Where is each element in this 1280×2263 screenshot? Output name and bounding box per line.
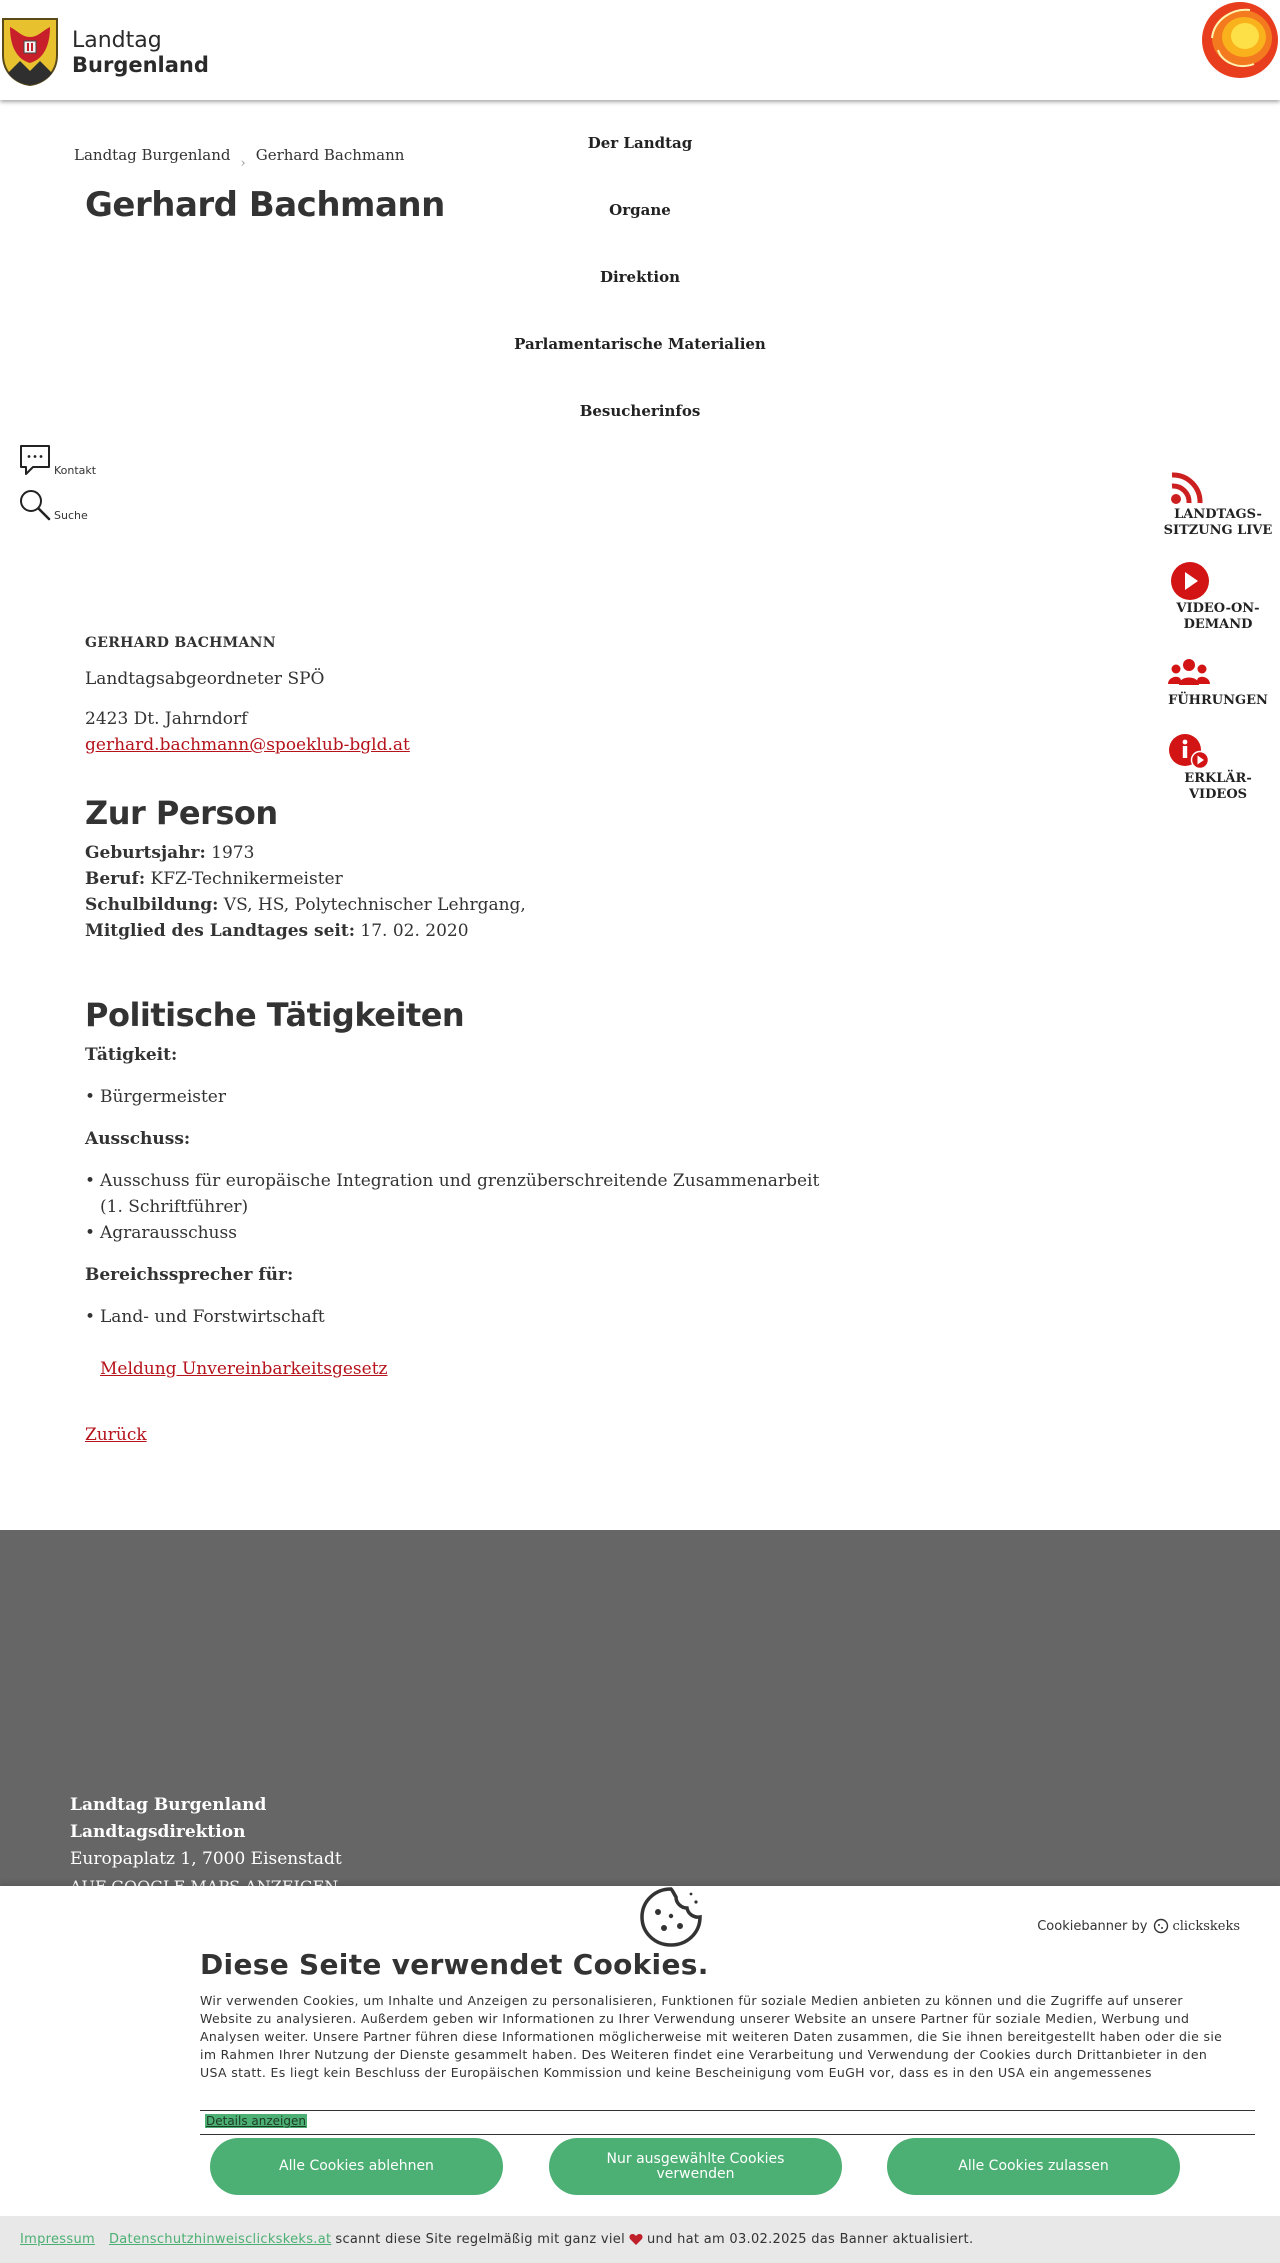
clickskeks-site-link[interactable]: clickskeks.at <box>245 2232 332 2247</box>
detail-value: 1973 <box>211 843 255 863</box>
impressum-link[interactable]: Impressum <box>20 2232 95 2247</box>
sprecher-label: Bereichssprecher für: <box>85 1265 294 1285</box>
heart-icon <box>629 2233 643 2246</box>
person-name-caps: GERHARD BACHMANN <box>85 635 276 651</box>
detail-label: Geburtsjahr: <box>85 843 206 863</box>
person-role: Landtagsabgeordneter SPÖ <box>85 669 325 689</box>
quicklink-guided-tours[interactable] <box>1168 657 1280 709</box>
cookie-footer-text-1: scannt diese Site regelmäßig mit ganz viel <box>335 2232 626 2247</box>
cookie-icon <box>638 1886 704 1948</box>
detail-label: Schulbildung: <box>85 895 219 915</box>
person-detail-row <box>85 892 885 918</box>
site-logo-text[interactable] <box>72 28 209 77</box>
search-label: Suche <box>54 509 88 522</box>
list-item: • Ausschuss für europäische Integration und grenzüberschreitende Zusammenarbeit (1. Schriftführer) <box>85 1168 845 1220</box>
details-anzeigen-link[interactable]: Details anzeigen <box>206 2114 306 2128</box>
cookie-banner <box>0 1886 1280 2216</box>
info-video-icon <box>1168 733 1210 771</box>
cookie-footer-text-2: und hat am 03.02.2025 das Banner aktualisiert. <box>647 2232 974 2247</box>
page-title: Gerhard Bachmann <box>85 185 445 225</box>
rss-icon <box>1168 467 1210 507</box>
breadcrumb <box>74 146 405 171</box>
quicklink-tours-label: FÜHRUNGEN <box>1168 693 1268 708</box>
breadcrumb-current[interactable]: Gerhard Bachmann <box>255 146 405 164</box>
burgenland-sun-logo-icon[interactable] <box>1198 0 1280 82</box>
nav-item-besucherinfos[interactable]: Besucherinfos <box>579 402 701 420</box>
detail-value: 17. 02. 2020 <box>360 921 469 941</box>
quicklink-live-session-line1: LANDTAGS- <box>1174 507 1262 522</box>
person-detail-row <box>85 918 885 944</box>
clickskeks-brand-label: clickskeks <box>1172 1918 1240 1934</box>
site-header <box>0 0 1280 100</box>
chat-bubble-icon <box>18 443 52 477</box>
taetigkeit-list <box>85 1084 885 1110</box>
back-link[interactable]: Zurück <box>85 1425 147 1445</box>
list-item: • Agrarausschuss <box>85 1220 845 1246</box>
person-email-link[interactable]: gerhard.bachmann@spoeklub-bgld.at <box>85 735 410 755</box>
main-content <box>85 630 885 1448</box>
cookie-details-row <box>200 2110 1255 2135</box>
zur-person-heading: Zur Person <box>85 794 278 832</box>
person-detail-row <box>85 840 885 866</box>
reject-all-cookies-button[interactable]: Alle Cookies ablehnen <box>210 2138 503 2195</box>
breadcrumb-chevron-icon: › <box>240 155 246 171</box>
detail-label: Beruf: <box>85 869 146 889</box>
quicklink-explainer-line1: ERKLÄR- <box>1184 771 1252 786</box>
detail-value: KFZ-Technikermeister <box>150 869 343 889</box>
accept-all-cookies-button[interactable]: Alle Cookies zulassen <box>887 2138 1180 2195</box>
footer-org: Landtag Burgenland <box>70 1795 267 1815</box>
datenschutz-link[interactable]: Datenschutzhinweis <box>108 2232 246 2247</box>
nav-item-der-landtag[interactable]: Der Landtag <box>587 134 693 152</box>
sprecher-list <box>85 1304 885 1330</box>
group-icon <box>1168 657 1210 689</box>
cookie-title: Diese Seite verwendet Cookies. <box>200 1948 709 1981</box>
meldung-unvereinbarkeit-link[interactable]: Meldung Unvereinbarkeitsgesetz <box>100 1359 388 1379</box>
selected-cookies-button[interactable]: Nur ausgewählte Cookies verwenden <box>549 2138 842 2195</box>
person-detail-row <box>85 866 885 892</box>
quicklink-video-line2: DEMAND <box>1183 617 1253 632</box>
list-item: • Land- und Forstwirtschaft <box>85 1304 885 1330</box>
taetigkeit-label: Tätigkeit: <box>85 1045 178 1065</box>
detail-value: VS, HS, Polytechnischer Lehrgang, <box>223 895 526 915</box>
breadcrumb-home[interactable]: Landtag Burgenland <box>74 146 231 164</box>
list-item: • Bürgermeister <box>85 1084 885 1110</box>
cookie-footer-bar <box>0 2216 1280 2263</box>
quicklink-live-session[interactable] <box>1163 467 1280 539</box>
ausschuss-list <box>85 1168 845 1246</box>
cookiebanner-by <box>1037 1918 1240 1934</box>
clickskeks-brand[interactable] <box>1153 1918 1240 1934</box>
person-address: 2423 Dt. Jahrndorf <box>85 709 248 729</box>
cookie-footer-info <box>109 2232 973 2247</box>
ausschuss-label: Ausschuss: <box>85 1129 191 1149</box>
footer-address <box>70 1792 342 1901</box>
quicklink-video-line1: VIDEO-ON- <box>1176 601 1260 616</box>
coat-of-arms-icon <box>0 15 60 87</box>
quicklink-explainer-videos[interactable] <box>1168 733 1280 803</box>
contact-label: Kontakt <box>54 464 97 477</box>
cookiebanner-by-label: Cookiebanner by <box>1037 1918 1148 1934</box>
nav-item-direktion[interactable]: Direktion <box>599 268 681 286</box>
clickskeks-logo-icon <box>1153 1918 1169 1934</box>
quicklink-live-session-line2: SITZUNG LIVE <box>1163 523 1273 538</box>
politik-heading: Politische Tätigkeiten <box>85 996 465 1034</box>
quicklink-video-on-demand[interactable] <box>1168 561 1280 633</box>
contact-tool[interactable] <box>18 443 96 477</box>
nav-item-organe[interactable]: Organe <box>609 201 671 219</box>
logo-line-2: Burgenland <box>72 53 209 78</box>
footer-dept: Landtagsdirektion <box>70 1822 246 1842</box>
search-tool[interactable] <box>18 488 88 522</box>
detail-label: Mitglied des Landtages seit: <box>85 921 355 941</box>
quicklink-explainer-line2: VIDEOS <box>1188 787 1248 802</box>
footer-street: Europaplatz 1, 7000 Eisenstadt <box>70 1849 342 1869</box>
cookie-description: Wir verwenden Cookies, um Inhalte und Anzeigen zu personalisieren, Funktionen für soziale Medien anbieten zu können und die Zugriffe auf unserer Website zu analysieren. Außerdem geben wir Informationen zu Ihrer Verwendung unserer Website an unsere Partner für soziale Medien, Werbung und Analysen weiter. Unsere Partner führen diese Informationen möglicherweise mit weiteren Daten zusammen, die Sie ihnen bereitgestellt haben oder die sie im Rahmen Ihrer Nutzung der Dienste gesammelt haben. Des Weiteren findet eine Verarbeitung und Verwendung der Cookies durch Drittanbieter in den USA statt. Es liegt kein Beschluss der Europäischen Kommission und keine Bescheinigung vom EuGH vor, dass es in den USA ein angemessenes <box>200 1993 1223 2080</box>
nav-item-parlamentarische-materialien[interactable]: Parlamentarische Materialien <box>514 335 766 353</box>
logo-line-1: Landtag <box>72 28 162 53</box>
play-icon <box>1168 561 1210 601</box>
search-icon <box>18 488 52 522</box>
